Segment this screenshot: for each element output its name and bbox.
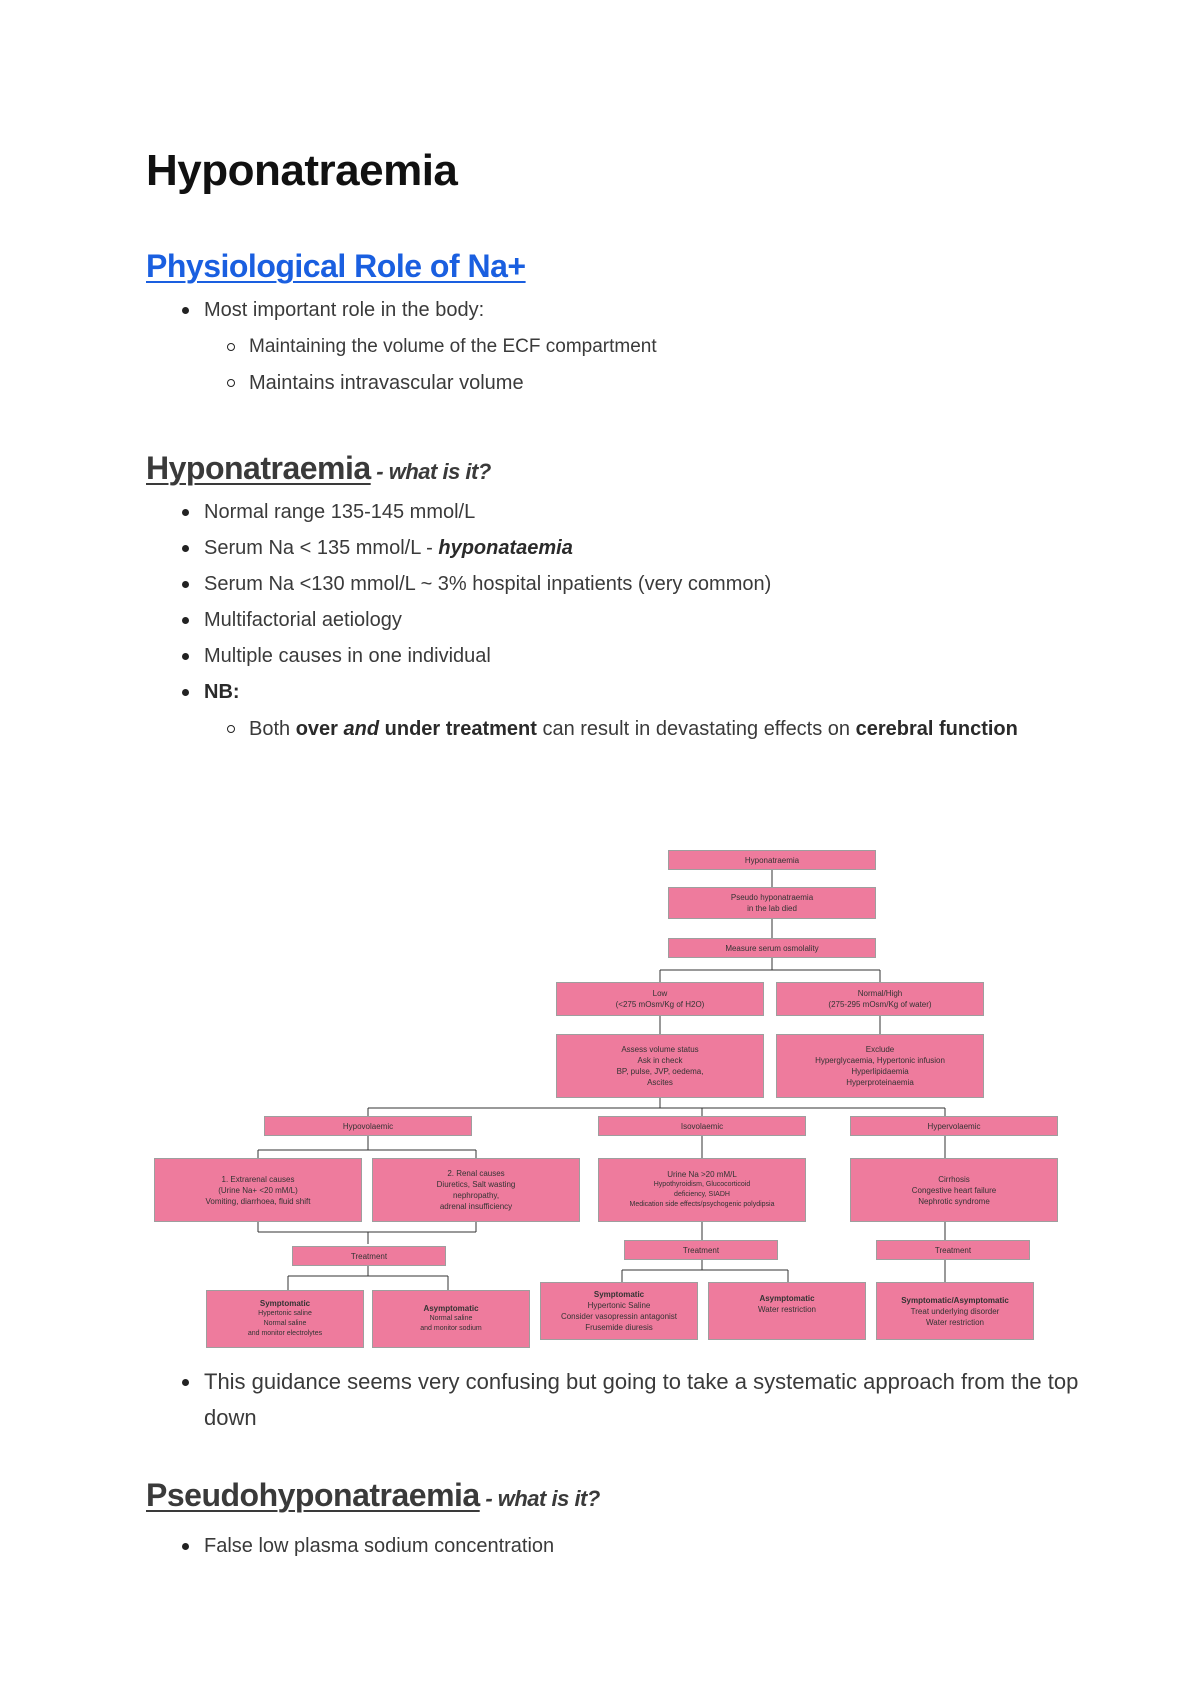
flow-box-extrarenal	[154, 1158, 362, 1222]
flow-box-exclude	[776, 1034, 984, 1098]
flow-box-label: Hypothyroidism, Glucocorticoid	[653, 1181, 751, 1188]
flow-box-hypervolaemic	[850, 1116, 1058, 1136]
list-physiological-role	[146, 292, 484, 328]
flow-box-label: Cirrhosis	[938, 1174, 970, 1184]
list-item	[146, 530, 771, 566]
flow-box-symptomatic-asymptomatic	[876, 1282, 1034, 1340]
list-item: Multifactorial aetiology	[146, 602, 771, 638]
flow-box-label: Low	[652, 989, 668, 998]
flow-box-symptomatic-left	[206, 1290, 364, 1348]
heading-physiological-role[interactable]	[146, 248, 526, 285]
nb-label: NB:	[204, 681, 240, 703]
flow-box-label: adrenal insufficiency	[439, 1202, 513, 1211]
flow-box-label: Exclude	[865, 1045, 895, 1054]
flow-box-hyponatraemia	[668, 850, 876, 870]
flow-box-label: nephropathy,	[452, 1191, 500, 1200]
flow-box-label: Hyperproteinaemia	[846, 1078, 914, 1087]
flow-box-label: Water restriction	[758, 1305, 816, 1314]
flow-box-label: (Urine Na+ <20 mM/L)	[218, 1185, 298, 1195]
flow-box-label: Symptomatic/Asymptomatic	[901, 1295, 1009, 1305]
list-item: This guidance seems very confusing but going to take a systematic approach from the top down	[146, 1364, 1086, 1436]
flow-box-symptomatic-middle	[540, 1282, 698, 1340]
flow-box-label: Normal saline	[263, 1320, 307, 1327]
flow-box-asymptomatic-middle	[708, 1282, 866, 1340]
flow-box-label: Hyperlipidaemia	[851, 1067, 909, 1076]
heading-physiological-role-link[interactable]: Physiological Role of Na+	[146, 248, 526, 284]
heading-hyponatraemia-text: Hyponatraemia	[146, 450, 371, 486]
flow-box-label: Assess volume status	[621, 1045, 699, 1054]
list-item	[146, 711, 1106, 747]
flow-box-label: Urine Na >20 mM/L	[667, 1170, 737, 1179]
flow-box-treatment-middle	[624, 1240, 778, 1260]
flow-box-label: Asymptomatic	[759, 1294, 815, 1303]
flow-box-label: Asymptomatic	[423, 1304, 479, 1313]
heading-pseudohyponatraemia	[146, 1477, 600, 1514]
flow-box-label: Hypovolaemic	[342, 1121, 394, 1131]
flow-box-label: and monitor electrolytes	[247, 1330, 323, 1337]
list-item-bold: hyponataemia	[438, 537, 573, 559]
nb-bold: over	[295, 718, 344, 740]
flow-box-label: Symptomatic	[259, 1299, 311, 1308]
nb-bold: under treatment	[379, 718, 537, 740]
list-item: Normal range 135-145 mmol/L	[146, 494, 771, 530]
flow-box-label: and monitor sodium	[420, 1325, 482, 1332]
flow-box-label: Treatment	[934, 1245, 972, 1255]
flow-box-label: Diuretics, Salt wasting	[436, 1180, 516, 1189]
flow-box-label: Congestive heart failure	[911, 1185, 997, 1195]
list-item: False low plasma sodium concentration	[146, 1528, 554, 1564]
nb-text: can result in devastating effects on	[536, 718, 856, 740]
flow-box-label: Measure serum osmolality	[725, 943, 819, 953]
flow-box-label: deficiency, SIADH	[674, 1191, 730, 1198]
flow-box-renal	[372, 1158, 580, 1222]
flow-box-label: (<275 mOsm/Kg of H2O)	[615, 1000, 705, 1009]
flow-box-label: in the lab died	[747, 904, 797, 913]
flow-box-normal-high	[776, 982, 984, 1016]
flow-box-label: Ask in check	[637, 1056, 683, 1065]
flow-box-label: Isovolaemic	[680, 1121, 724, 1131]
flow-box-label: Symptomatic	[593, 1290, 645, 1299]
flow-box-label: Pseudo hyponatraemia	[730, 893, 814, 902]
list-guidance	[146, 1364, 1086, 1436]
flow-box-label: Treat underlying disorder	[910, 1306, 1000, 1316]
flow-box-asymptomatic-left	[372, 1290, 530, 1348]
flow-box-label: Hypertonic Saline	[587, 1301, 651, 1310]
flow-box-label: Consider vasopressin antagonist	[560, 1312, 678, 1321]
flow-box-label: Normal/High	[857, 989, 903, 998]
flow-box-label: Vomiting, diarrhoea, fluid shift	[205, 1196, 311, 1206]
list-item: Most important role in the body:	[146, 292, 484, 328]
flow-box-label: Hyperglycaemia, Hypertonic infusion	[815, 1056, 945, 1065]
flow-box-label: Normal saline	[429, 1315, 473, 1322]
flow-box-label: Treatment	[350, 1251, 388, 1261]
list-item: Multiple causes in one individual	[146, 638, 771, 674]
flow-box-low	[556, 982, 764, 1016]
flow-box-pseudo	[668, 887, 876, 919]
flow-box-label: Treatment	[682, 1245, 720, 1255]
flow-box-hypovolaemic	[264, 1116, 472, 1136]
list-item: Maintaining the volume of the ECF compartment	[146, 329, 657, 365]
flow-box-label: Ascites	[647, 1078, 673, 1087]
nb-italic: and	[343, 718, 380, 740]
flow-box-treatment-right	[876, 1240, 1030, 1260]
flow-box-isovolaemic	[598, 1116, 806, 1136]
flow-box-label: Frusemide diuresis	[585, 1323, 653, 1332]
flow-box-assess	[556, 1034, 764, 1098]
flow-box-urine-na	[598, 1158, 806, 1222]
flow-box-label: Hypervolaemic	[927, 1121, 981, 1131]
flow-box-label: (275-295 mOsm/Kg of water)	[828, 1000, 932, 1009]
sublist-nb	[146, 711, 1106, 747]
nb-text: Both	[249, 718, 296, 740]
flow-box-label: Hypertonic saline	[258, 1310, 312, 1317]
flow-box-label: Nephrotic syndrome	[918, 1196, 990, 1206]
flow-box-cirrhosis	[850, 1158, 1058, 1222]
flow-box-treatment-left	[292, 1246, 446, 1266]
list-item	[146, 674, 771, 710]
sublist-physiological-role	[146, 329, 657, 401]
flow-box-label: Medication side effects/psychogenic polydipsia	[629, 1201, 775, 1208]
heading-subtitle: - what is it?	[370, 459, 491, 484]
flow-box-label: BP, pulse, JVP, oedema,	[616, 1067, 704, 1076]
nb-bold: cerebral function	[855, 718, 1018, 740]
list-item: Maintains intravascular volume	[146, 365, 657, 401]
heading-subtitle: - what is it?	[479, 1486, 600, 1511]
heading-pseudohyponatraemia-text: Pseudohyponatraemia	[146, 1477, 480, 1513]
list-item: Serum Na <130 mmol/L ~ 3% hospital inpatients (very common)	[146, 566, 771, 602]
flow-box-label: Hyponatraemia	[744, 855, 800, 865]
list-item-text: Serum Na < 135 mmol/L -	[204, 537, 439, 559]
flow-box-osmolality	[668, 938, 876, 958]
list-hyponatraemia	[146, 494, 771, 710]
flow-box-label: 1. Extrarenal causes	[221, 1174, 295, 1184]
page-title: Hyponatraemia	[146, 146, 458, 195]
heading-what-is-hyponatraemia	[146, 450, 491, 487]
list-pseudohyponatraemia	[146, 1528, 554, 1564]
flow-box-label: Water restriction	[926, 1317, 984, 1327]
flow-box-label: 2. Renal causes	[447, 1169, 505, 1178]
